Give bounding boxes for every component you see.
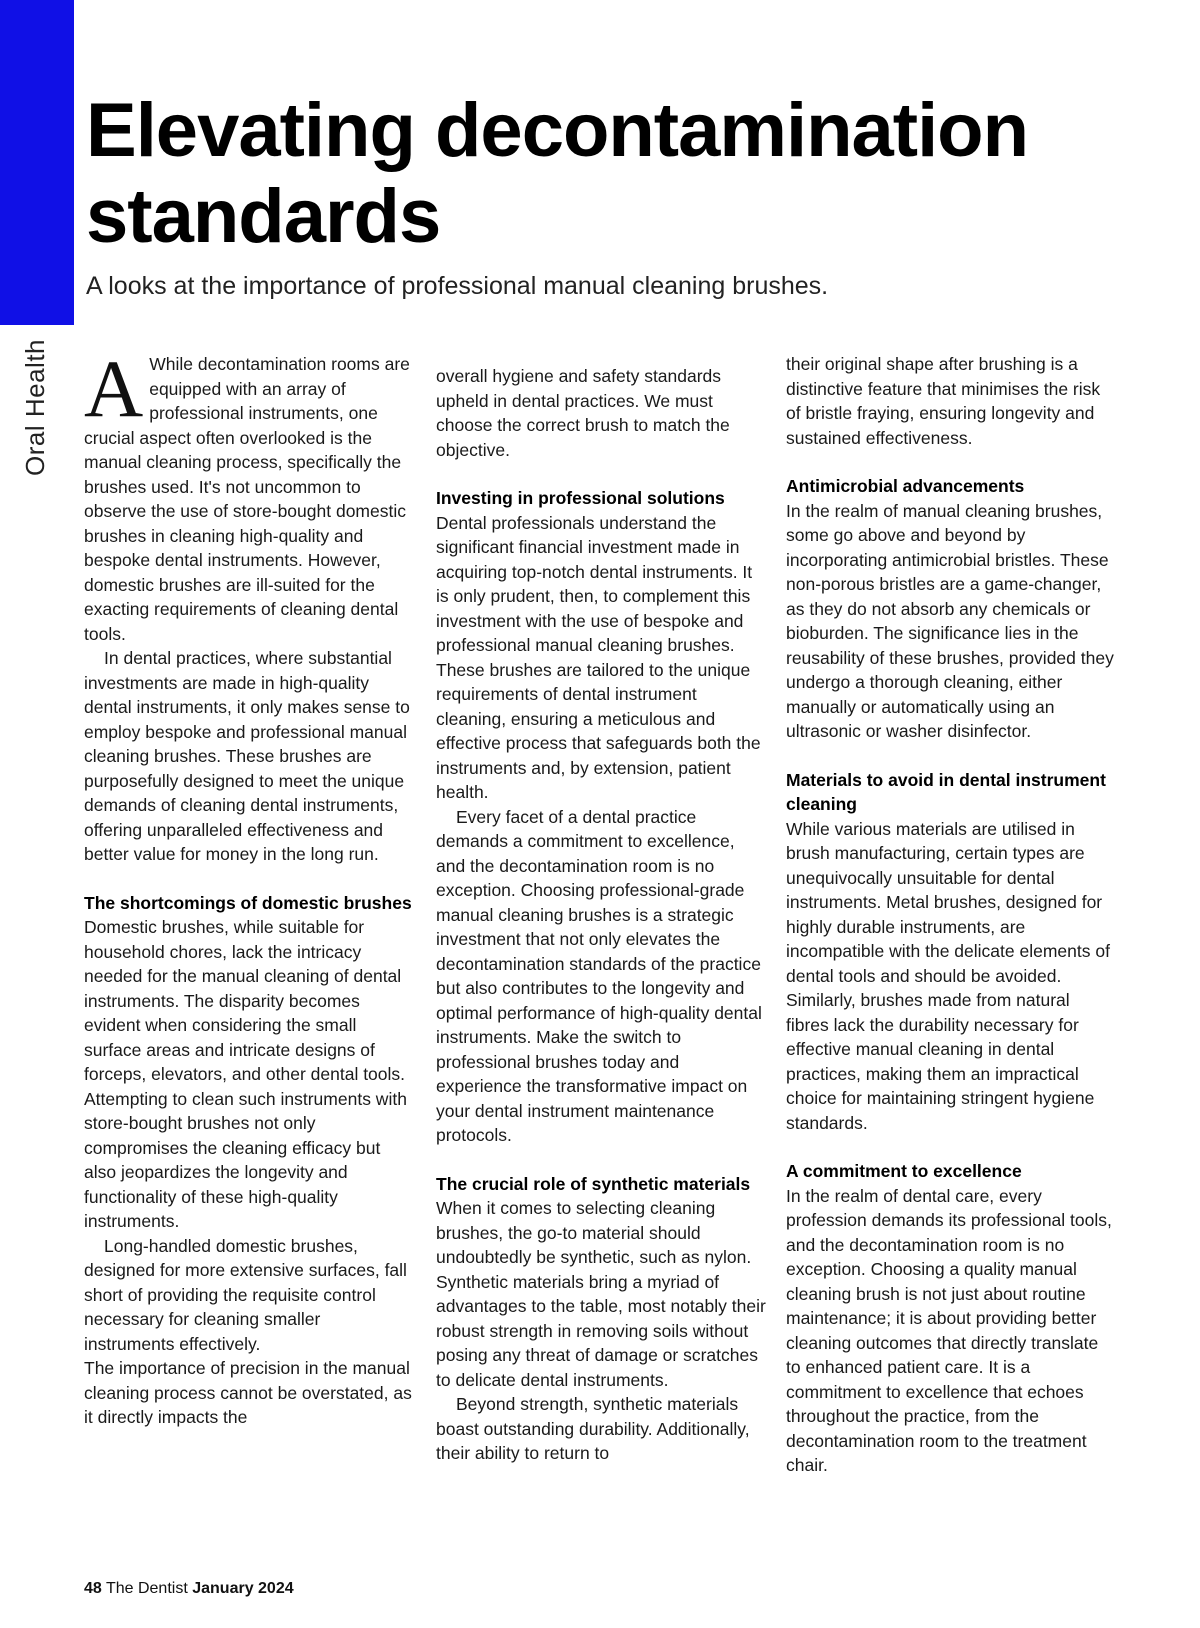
paragraph: In the realm of dental care, every profession demands its professional tools, and the decontamination room is no exception. Choosing a quality manual cleaning brush is not just about routine maintenance; it is about providing better cleaning outcomes that directly translate to enhanced patient care. It is a commitment to excellence that echoes throughout the practice, from the decontamination room to the treatment chair. (786, 1185, 1112, 1475)
paragraph: Every facet of a dental practice demands a commitment to excellence, and the decontamination room is no exception. Choosing professional-grade manual cleaning brushes is a strategic investment that not only elevates the decontamination standards of the practice but also contributes to the longevity and optimal performance of high-quality dental instruments. Make the switch to professional brushes today and experience the transformative impact on your dental instrument maintenance protocols. (436, 806, 762, 1145)
paragraph: overall hygiene and safety standards upheld in dental practices. We must choose the correct brush to match the objective. (436, 366, 730, 460)
section-heading: A commitment to excellence (786, 1161, 1022, 1181)
paragraph: Dental professionals understand the significant financial investment made in acquiring top-notch dental instruments. It is only prudent, then, to complement this investment with the use of bespoke and professional manual cleaning brushes. These brushes are tailored to the unique requirements of dental instrument cleaning, ensuring a meticulous and effective process that safeguards both the instruments and, by extension, patient health. (436, 512, 761, 802)
paragraph: A While decontamination rooms are equipped with an array of professional instruments, one crucial aspect often overlooked is the manual cleaning process, specifically the brushes used. It's not uncommon to observe the use of store-bought domestic brushes in cleaning high-quality and bespoke dental instruments. However, domestic brushes are ill-suited for the exacting requirements of cleaning dental tools. (84, 343, 410, 644)
paragraph: In the realm of manual cleaning brushes, some go above and beyond by incorporating antimicrobial bristles. These non-porous bristles are a game-changer, as they do not absorb any chemicals or bioburden. The significance lies in the reusability of these brushes, provided they undergo a thorough cleaning, either manually or automatically using an ultrasonic or washer disinfector. (786, 500, 1114, 741)
paragraph: The importance of precision in the manual cleaning process cannot be overstated, as it directly impacts the (84, 1358, 412, 1427)
article-column-1 (84, 343, 414, 1430)
section-label-text: Oral Health (19, 339, 50, 476)
paragraph: Long-handled domestic brushes, designed for more extensive surfaces, fall short of providing the requisite control necessary for cleaning smaller instruments effectively. (84, 1235, 407, 1354)
page-number: 48 (84, 1580, 102, 1597)
section-heading: The shortcomings of domestic brushes (84, 892, 412, 913)
section-heading: The crucial role of synthetic materials (436, 1173, 751, 1194)
paragraph: In dental practices, where substantial investments are made in high-quality dental instruments, it only makes sense to employ bespoke and professional manual cleaning brushes. These brushes are purposefully designed to meet the unique demands of cleaning dental instruments, offering unparalleled effectiveness and better value for money in the long run. (84, 648, 410, 864)
paragraph: When it comes to selecting cleaning brushes, the go-to material should undoubtedly be synthetic, such as nylon. Synthetic materials bring a myriad of advantages to the table, most notably their robust strength in removing soils without posing any threat of damage or scratches to delicate dental instruments. (436, 1198, 766, 1390)
issue-date: January 2024 (192, 1580, 294, 1597)
publication-name: The Dentist (105, 1580, 188, 1597)
section-heading: Antimicrobial advancements (786, 476, 1025, 496)
paragraph: While various materials are utilised in brush manufacturing, certain types are unequivocally unsuitable for dental instruments. Metal brushes, designed for highly durable instruments, are incompatible with the delicate elements of dental tools and should be avoided. Similarly, brushes made from natural fibres lack the durability necessary for effective manual cleaning in dental practices, making them an impractical choice for maintaining stringent hygiene standards. (786, 818, 1110, 1133)
article-column-2 (436, 364, 766, 1466)
paragraph: Domestic brushes, while suitable for household chores, lack the intricacy needed for the manual cleaning of dental instruments. The disparity becomes evident when considering the small surface areas and intricate designs of forceps, elevators, and other dental tools. Attempting to clean such instruments with store-bought brushes not only compromises the cleaning efficacy but also jeopardizes the longevity and functionality of these high-quality instruments. (84, 917, 407, 1231)
article-column-3 (786, 352, 1116, 1478)
subheadline: A looks at the importance of professional manual cleaning brushes. (86, 272, 829, 300)
section-heading: Materials to avoid in dental instrument cleaning (786, 769, 1106, 814)
section-label (10, 335, 60, 480)
section-heading: Investing in professional solutions (436, 488, 725, 508)
page-footer (84, 1580, 294, 1598)
section-color-bar (0, 0, 74, 325)
paragraph: their original shape after brushing is a distinctive feature that minimises the risk of bristle fraying, ensuring longevity and sustained effectiveness. (786, 354, 1101, 448)
paragraph: Beyond strength, synthetic materials boast outstanding durability. Additionally, their ability to return to (436, 1394, 750, 1463)
drop-cap: A (84, 343, 144, 434)
headline: Elevating decontamination standards (86, 88, 1029, 259)
